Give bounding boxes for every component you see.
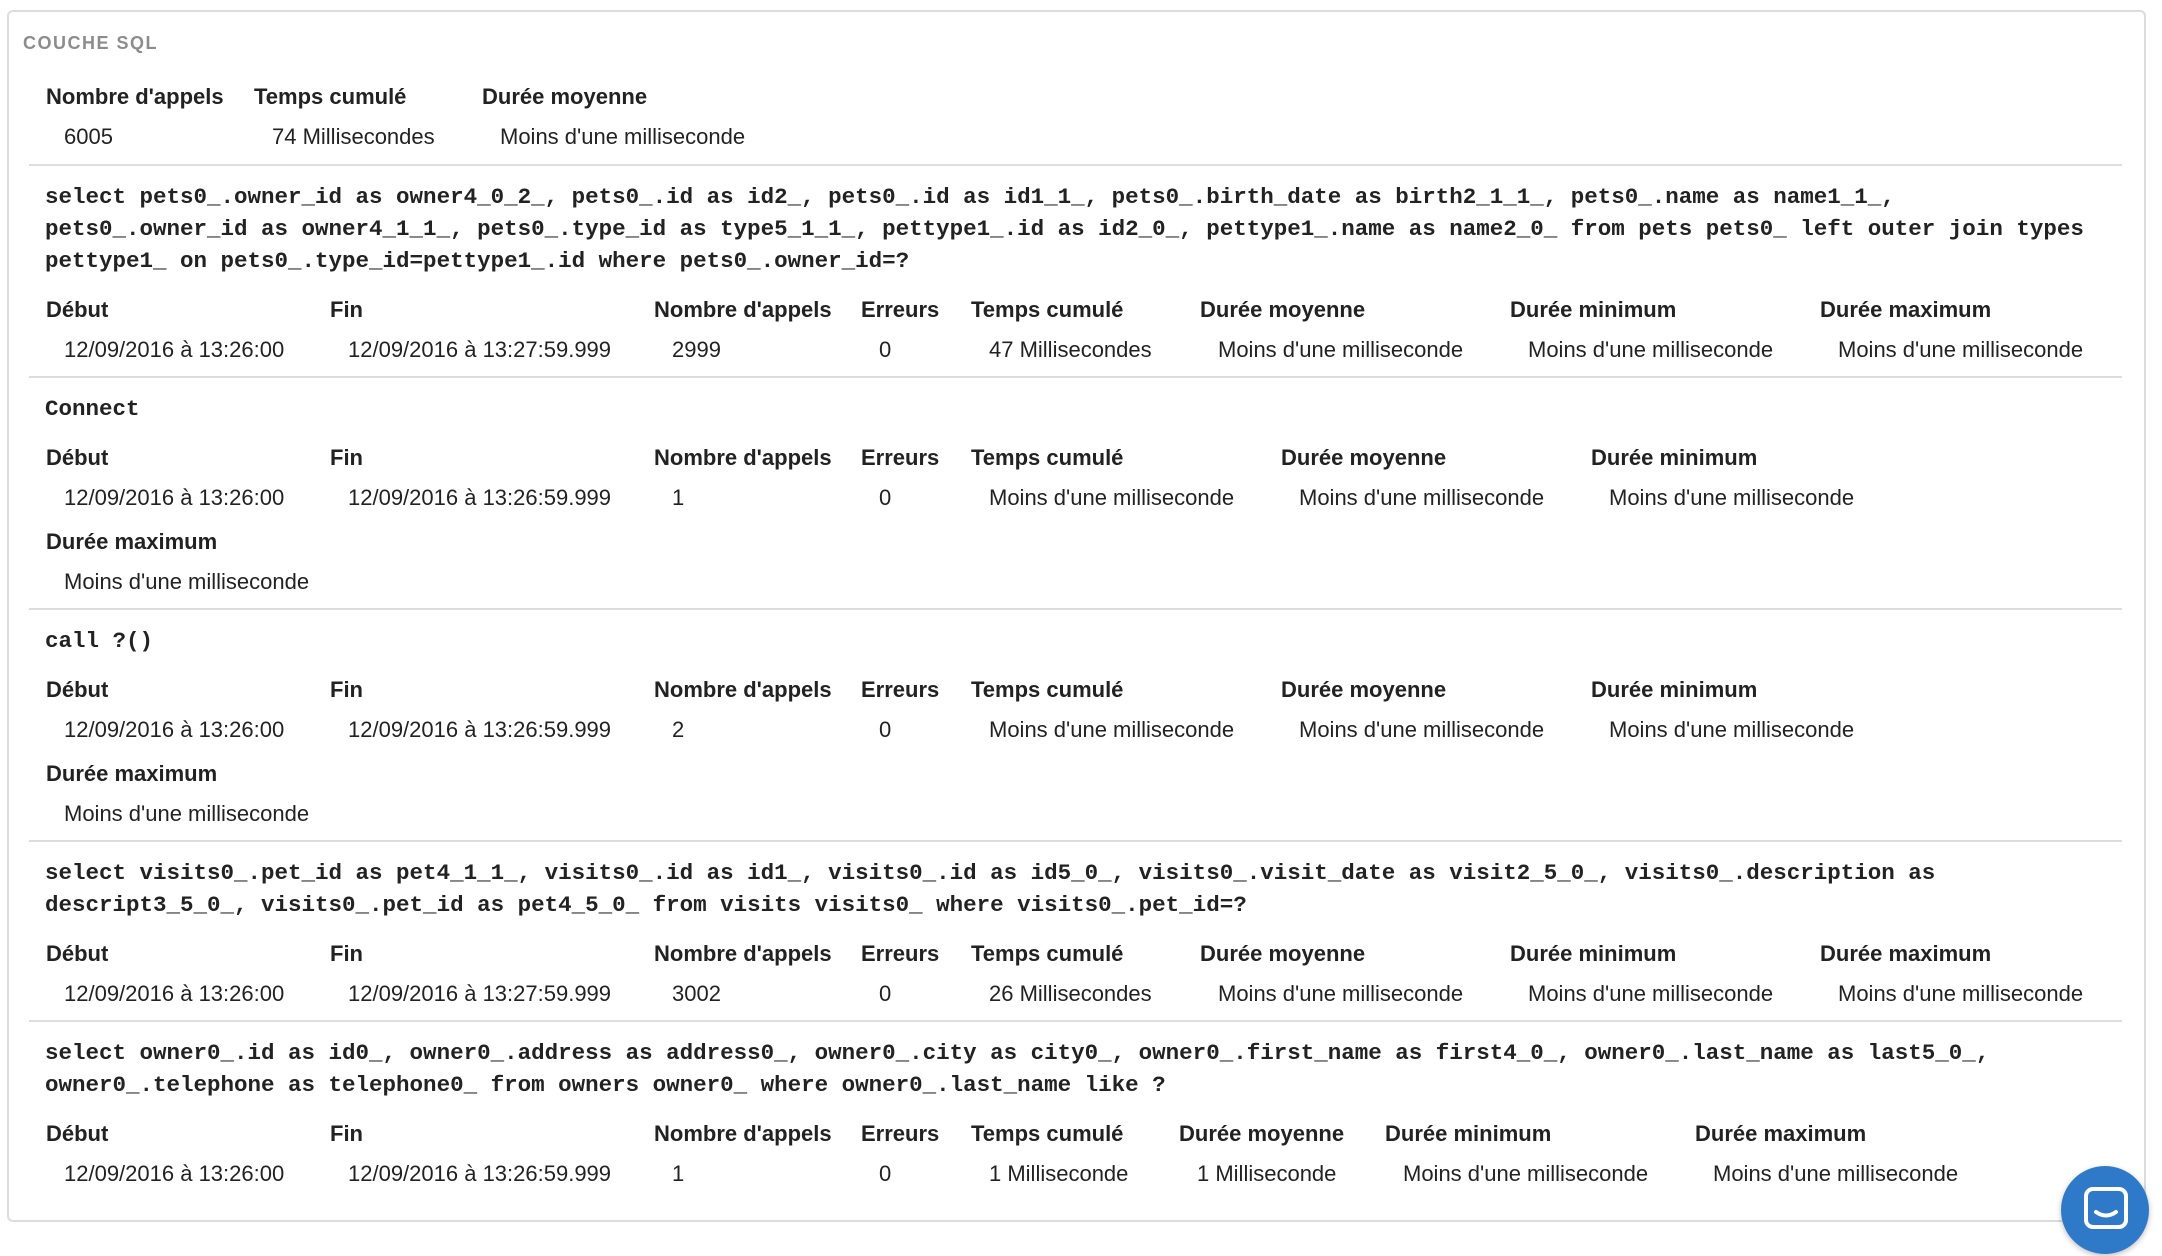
value-end: 12/09/2016 à 13:27:59.999 <box>348 337 612 362</box>
header-average-duration: Durée moyenne <box>1200 941 1366 966</box>
header-end: Fin <box>330 677 363 702</box>
header-average-duration: Durée moyenne <box>1200 297 1366 322</box>
value-max-duration: Moins d'une milliseconde <box>1838 981 2084 1006</box>
header-max-duration: Durée maximum <box>1820 941 1992 966</box>
chat-bubble-icon <box>2083 1186 2129 1234</box>
header-calls: Nombre d'appels <box>654 941 832 966</box>
divider <box>29 164 2122 166</box>
header-errors: Erreurs <box>861 1121 940 1146</box>
header-errors: Erreurs <box>861 677 940 702</box>
value-min-duration: Moins d'une milliseconde <box>1528 337 1774 362</box>
value-min-duration: Moins d'une milliseconde <box>1528 981 1774 1006</box>
value-max-duration: Moins d'une milliseconde <box>64 569 310 594</box>
header-errors: Erreurs <box>861 297 940 322</box>
header-min-duration: Durée minimum <box>1510 941 1677 966</box>
value-average-duration: 1 Milliseconde <box>1197 1161 1337 1186</box>
header-calls: Nombre d'appels <box>654 445 832 470</box>
header-start: Début <box>46 677 109 702</box>
value-average-duration: Moins d'une milliseconde <box>1218 337 1464 362</box>
value-min-duration: Moins d'une milliseconde <box>1609 485 1855 510</box>
value-end: 12/09/2016 à 13:26:59.999 <box>348 485 612 510</box>
value-start: 12/09/2016 à 13:26:00 <box>64 981 285 1006</box>
header-min-duration: Durée minimum <box>1591 445 1758 470</box>
header-cumulative-time: Temps cumulé <box>971 297 1124 322</box>
summary-value-average-duration: Moins d'une milliseconde <box>500 124 746 149</box>
value-average-duration: Moins d'une milliseconde <box>1299 717 1545 742</box>
summary-value-calls: 6005 <box>64 124 113 149</box>
header-average-duration: Durée moyenne <box>1281 677 1447 702</box>
header-start: Début <box>46 445 109 470</box>
value-start: 12/09/2016 à 13:26:00 <box>64 1161 285 1186</box>
value-errors: 0 <box>879 1161 892 1186</box>
summary-header-calls: Nombre d'appels <box>46 84 224 109</box>
divider <box>29 376 2122 378</box>
header-calls: Nombre d'appels <box>654 677 832 702</box>
value-min-duration: Moins d'une milliseconde <box>1609 717 1855 742</box>
sql-query-text: select owner0_.id as id0_, owner0_.address as address0_, owner0_.city as city0_, owner0_.first_name as first4_0_, owner0_.last_name as last5_0_, owner0_.telephone as telephone0_ from owners owner0_ where owner0_.last_name like ? <box>45 1040 1990 1098</box>
header-max-duration: Durée maximum <box>46 761 218 786</box>
header-calls: Nombre d'appels <box>654 297 832 322</box>
value-start: 12/09/2016 à 13:26:00 <box>64 485 285 510</box>
divider <box>29 840 2122 842</box>
header-calls: Nombre d'appels <box>654 1121 832 1146</box>
header-errors: Erreurs <box>861 445 940 470</box>
header-errors: Erreurs <box>861 941 940 966</box>
value-cumulative-time: 47 Millisecondes <box>989 337 1152 362</box>
value-calls: 1 <box>672 1161 685 1186</box>
value-end: 12/09/2016 à 13:27:59.999 <box>348 981 612 1006</box>
value-average-duration: Moins d'une milliseconde <box>1299 485 1545 510</box>
value-cumulative-time: 26 Millisecondes <box>989 981 1152 1006</box>
value-start: 12/09/2016 à 13:26:00 <box>64 717 285 742</box>
value-end: 12/09/2016 à 13:26:59.999 <box>348 1161 612 1186</box>
value-calls: 3002 <box>672 981 721 1006</box>
value-cumulative-time: Moins d'une milliseconde <box>989 717 1235 742</box>
sql-query-text: Connect <box>45 396 140 422</box>
header-min-duration: Durée minimum <box>1510 297 1677 322</box>
header-cumulative-time: Temps cumulé <box>971 941 1124 966</box>
header-end: Fin <box>330 941 363 966</box>
header-max-duration: Durée maximum <box>46 529 218 554</box>
header-min-duration: Durée minimum <box>1591 677 1758 702</box>
divider <box>29 1020 2122 1022</box>
header-end: Fin <box>330 297 363 322</box>
value-cumulative-time: 1 Milliseconde <box>989 1161 1129 1186</box>
header-cumulative-time: Temps cumulé <box>971 445 1124 470</box>
value-cumulative-time: Moins d'une milliseconde <box>989 485 1235 510</box>
header-max-duration: Durée maximum <box>1695 1121 1867 1146</box>
value-calls: 2999 <box>672 337 721 362</box>
value-average-duration: Moins d'une milliseconde <box>1218 981 1464 1006</box>
header-start: Début <box>46 1121 109 1146</box>
sql-query-text: call ?() <box>45 628 154 654</box>
summary-header-cumulative-time: Temps cumulé <box>254 84 407 109</box>
value-max-duration: Moins d'une milliseconde <box>1838 337 2084 362</box>
header-min-duration: Durée minimum <box>1385 1121 1552 1146</box>
summary-value-cumulative-time: 74 Millisecondes <box>272 124 435 149</box>
header-end: Fin <box>330 445 363 470</box>
value-max-duration: Moins d'une milliseconde <box>1713 1161 1959 1186</box>
summary-header-average-duration: Durée moyenne <box>482 84 648 109</box>
header-average-duration: Durée moyenne <box>1281 445 1447 470</box>
value-min-duration: Moins d'une milliseconde <box>1403 1161 1649 1186</box>
value-start: 12/09/2016 à 13:26:00 <box>64 337 285 362</box>
header-start: Début <box>46 941 109 966</box>
sql-query-text: select visits0_.pet_id as pet4_1_1_, visits0_.id as id1_, visits0_.id as id5_0_, visits0_.visit_date as visit2_5_0_, visits0_.description as descript3_5_0_, visits0_.pet_id as pet4_5_0_ from visits visits0_ where visits0_.pet_id=? <box>45 860 1936 918</box>
chat-launcher-button[interactable] <box>2061 1166 2149 1254</box>
panel-title: COUCHE SQL <box>23 33 159 53</box>
value-errors: 0 <box>879 337 892 362</box>
value-errors: 0 <box>879 485 892 510</box>
header-average-duration: Durée moyenne <box>1179 1121 1345 1146</box>
divider <box>29 608 2122 610</box>
value-errors: 0 <box>879 981 892 1006</box>
header-end: Fin <box>330 1121 363 1146</box>
summary-table <box>30 84 930 164</box>
sql-query-text: select pets0_.owner_id as owner4_0_2_, pets0_.id as id2_, pets0_.id as id1_1_, pets0_.birth_date as birth2_1_1_, pets0_.name as name1_1_, pets0_.owner_id as owner4_1_1_, pets0_.type_id as type5_1_1_, pettype1_.id as id2_0_, pettype1_.name as name2_0_ from pets pets0_ left outer join types pettype1_ on pets0_.type_id=pettype1_.id where pets0_.owner_id=? <box>45 184 2084 274</box>
header-max-duration: Durée maximum <box>1820 297 1992 322</box>
header-cumulative-time: Temps cumulé <box>971 677 1124 702</box>
value-calls: 2 <box>672 717 685 742</box>
header-cumulative-time: Temps cumulé <box>971 1121 1124 1146</box>
header-start: Début <box>46 297 109 322</box>
value-calls: 1 <box>672 485 685 510</box>
value-end: 12/09/2016 à 13:26:59.999 <box>348 717 612 742</box>
value-errors: 0 <box>879 717 892 742</box>
value-max-duration: Moins d'une milliseconde <box>64 801 310 826</box>
